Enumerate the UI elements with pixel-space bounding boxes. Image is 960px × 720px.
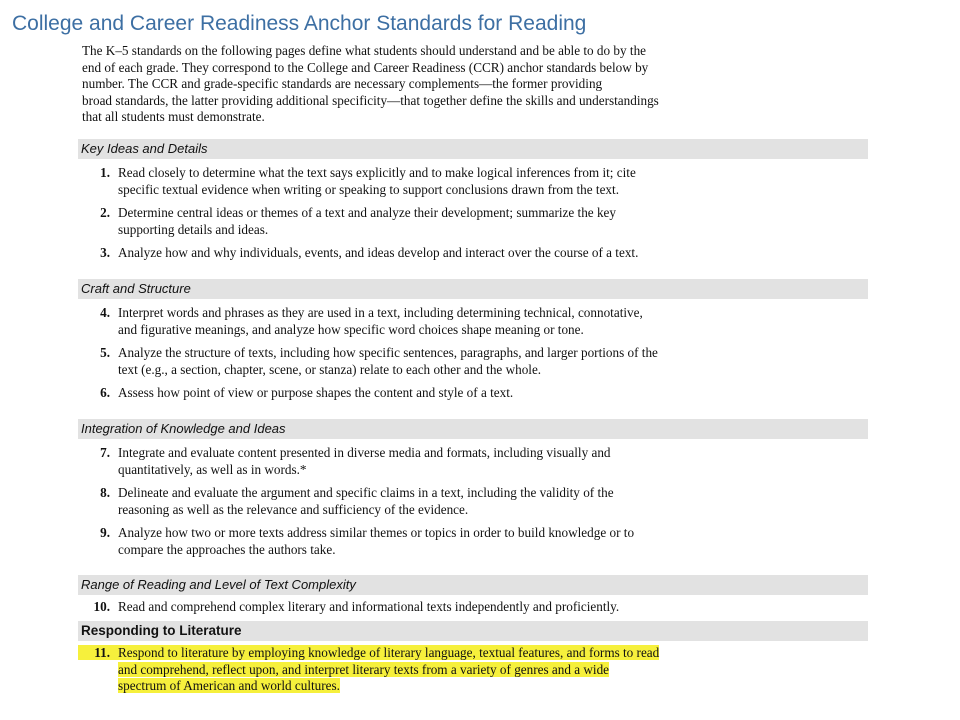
- list-item: [78, 165, 868, 198]
- item-number: 8.: [100, 485, 110, 500]
- item-number: 1.: [100, 165, 110, 180]
- highlighted-line: [78, 645, 868, 662]
- item-number: 5.: [100, 345, 110, 360]
- item-number: 10.: [93, 599, 110, 614]
- list-item: [78, 205, 868, 238]
- item-text: Read closely to determine what the text says explicitly and to make logical inferences from it; cite specific textual evidence when writing or speaking to support conclusions drawn from the text.: [118, 165, 636, 197]
- highlighted-line: [78, 678, 868, 695]
- item-text-line: and comprehend, reflect upon, and interpret literary texts from a variety of genres and a wide: [118, 661, 610, 677]
- item-text: Analyze the structure of texts, including how specific sentences, paragraphs, and larger portions of the text (e.g., a section, chapter, scene, or stanza) relate to each other and the whole.: [118, 345, 658, 377]
- intro-paragraph: The K–5 standards on the following pages define what students should understand and be able to do by the end of each grade. They correspond to the College and Career Readiness (CCR) anchor standards below by number. The CCR and grade-specific standards are necessary complements—the former providing broad standards, the latter providing additional specificity—that together define the skills and understandings that all students must demonstrate.: [82, 43, 659, 124]
- item-text: Assess how point of view or purpose shapes the content and style of a text.: [118, 385, 514, 400]
- section-key-ideas: [78, 139, 868, 269]
- item-text: Read and comprehend complex literary and informational texts independently and proficiently.: [118, 599, 620, 614]
- item-number: 2.: [100, 205, 110, 220]
- highlighted-standard: [78, 645, 868, 695]
- section-integration: [78, 419, 868, 565]
- item-number: 9.: [100, 525, 110, 540]
- highlighted-line: [78, 662, 868, 679]
- standards-list: [78, 165, 868, 262]
- item-number: 11.: [94, 645, 110, 660]
- list-item: [78, 485, 868, 518]
- list-item: [78, 525, 868, 558]
- list-item: [78, 345, 868, 378]
- item-number: 6.: [100, 385, 110, 400]
- highlight-mark: [78, 645, 659, 660]
- list-item: [78, 245, 868, 262]
- standards-list: [78, 599, 868, 616]
- section-header: Integration of Knowledge and Ideas: [78, 419, 868, 439]
- item-text: Analyze how and why individuals, events, and ideas develop and interact over the course of a text.: [118, 245, 639, 260]
- item-text-line: Respond to literature by employing knowledge of literary language, textual features, and forms to read: [118, 645, 660, 660]
- section-header: Range of Reading and Level of Text Complexity: [78, 575, 868, 595]
- list-item: [78, 305, 868, 338]
- section-header: Key Ideas and Details: [78, 139, 868, 159]
- item-text: Determine central ideas or themes of a text and analyze their development; summarize the key supporting details and ideas.: [118, 205, 616, 237]
- item-text: Interpret words and phrases as they are used in a text, including determining technical, connotative, and figurative meanings, and analyze how specific word choices shape meaning or tone.: [118, 305, 643, 337]
- standards-list: [78, 305, 868, 402]
- list-item: [78, 599, 868, 616]
- section-header: Craft and Structure: [78, 279, 868, 299]
- section-responding-to-literature: [78, 621, 868, 641]
- section-craft-structure: [78, 279, 868, 409]
- item-text: Analyze how two or more texts address similar themes or topics in order to build knowledge or to compare the approaches the authors take.: [118, 525, 635, 557]
- item-number: 7.: [100, 445, 110, 460]
- list-item: [78, 385, 868, 402]
- section-range-of-reading: [78, 575, 868, 623]
- item-number: 4.: [100, 305, 110, 320]
- standards-list: [78, 445, 868, 558]
- item-text-line: spectrum of American and world cultures.: [118, 678, 340, 693]
- page-title: College and Career Readiness Anchor Standards for Reading: [12, 12, 587, 35]
- item-number: 3.: [100, 245, 110, 260]
- item-text: Integrate and evaluate content presented in diverse media and formats, including visually and quantitatively, as well as in words.*: [118, 445, 611, 477]
- item-text: Delineate and evaluate the argument and specific claims in a text, including the validity of the reasoning as well as the relevance and sufficiency of the evidence.: [118, 485, 614, 517]
- list-item: [78, 445, 868, 478]
- section-header: Responding to Literature: [78, 621, 868, 641]
